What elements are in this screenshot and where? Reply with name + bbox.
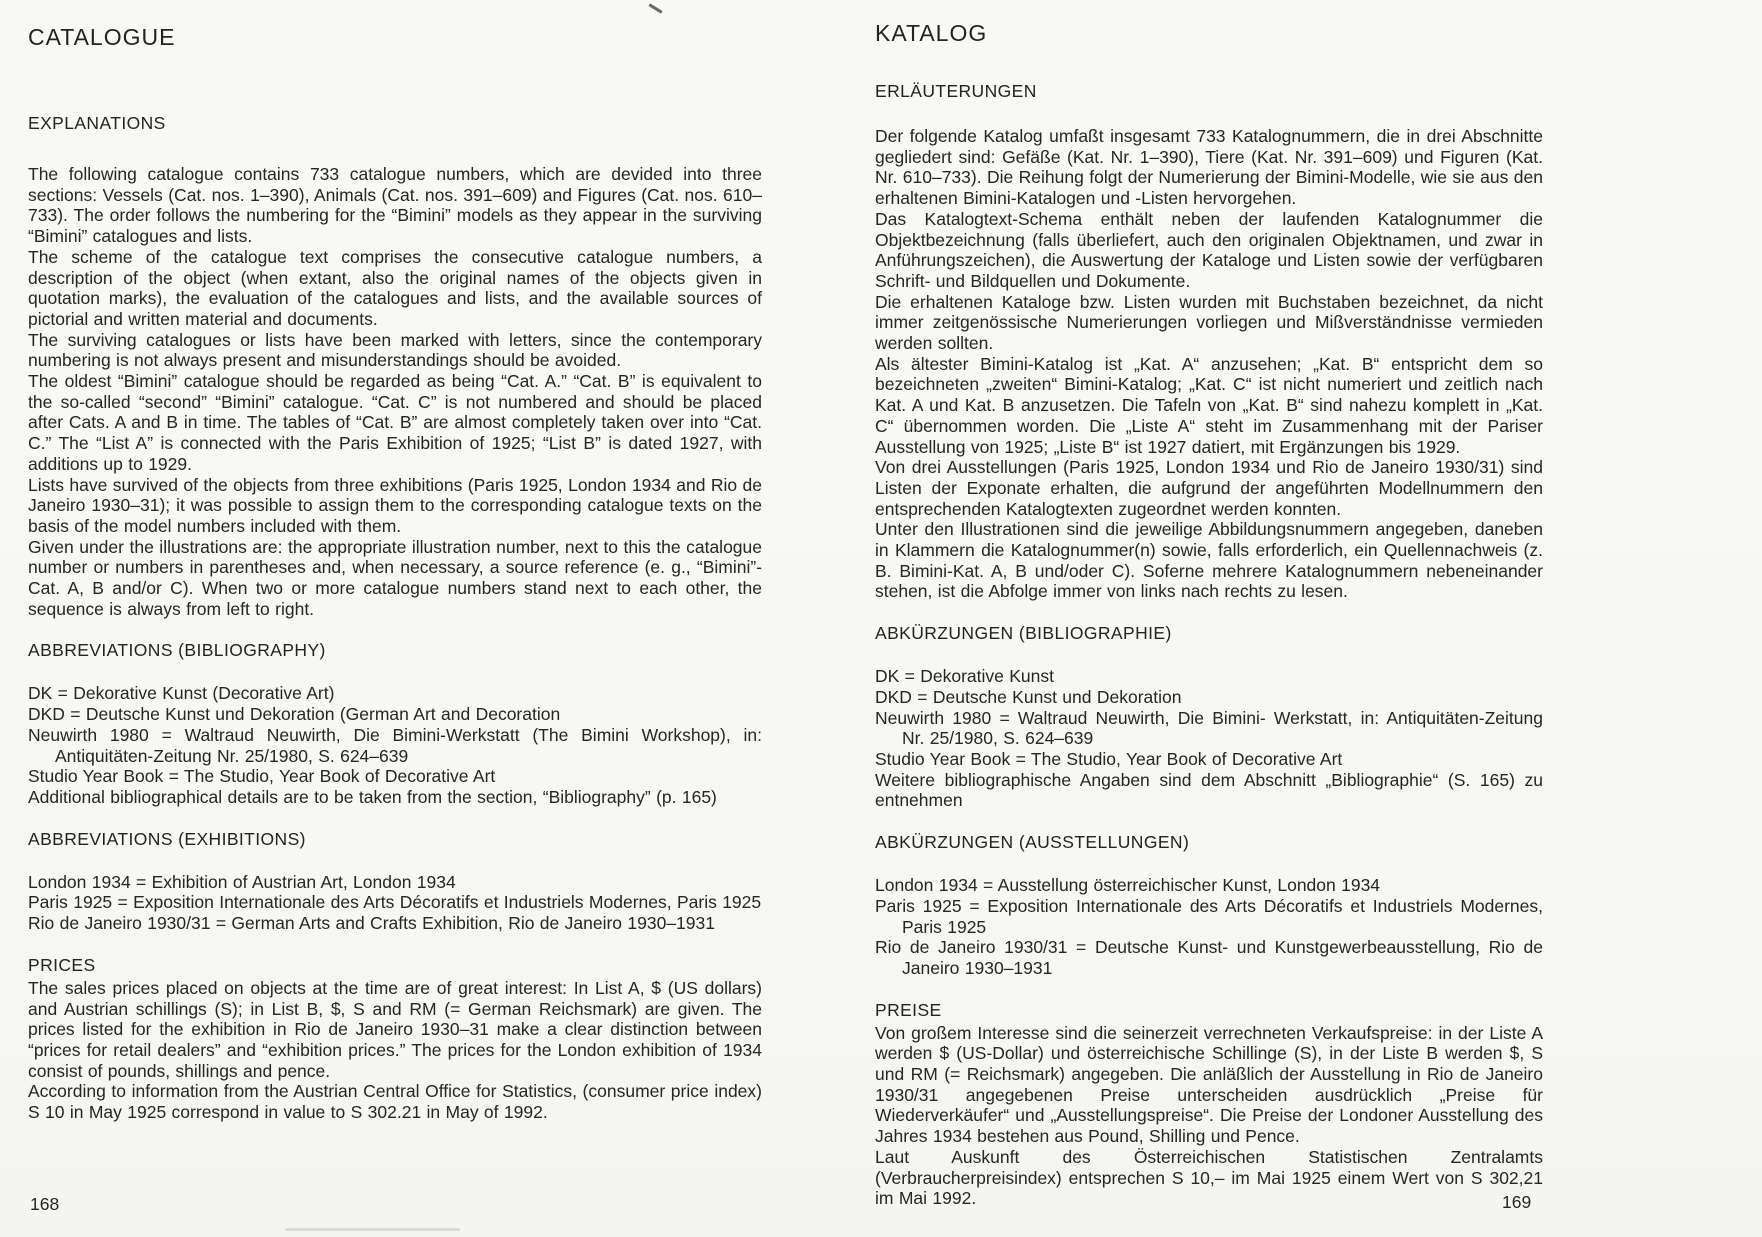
right-page-number: 169: [1502, 1192, 1532, 1212]
section-abkuerzungen-bibliographie: [875, 623, 1543, 811]
abkuerzungen-ausstellungen-heading: ABKÜRZUNGEN (AUSSTELLUNGEN): [875, 832, 1190, 853]
abbreviation-entry: DKD = Deutsche Kunst und Dekoration: [875, 686, 1182, 707]
right-page-title: KATALOG: [875, 20, 988, 46]
prices-heading: PRICES: [28, 954, 96, 975]
section-erlaeuterungen: [875, 81, 1543, 602]
explanations-paragraph: Given under the illustrations are: the appropriate illustration number, next to this the catalogue number or numbers in parentheses and, when necessary, a source reference (e. g., “Bimini”-Cat. A, B and/or C). When two or more catalogue numbers stand next to each other, the sequence is always from left to right.: [28, 536, 762, 619]
exhibition-entry: Paris 1925 = Exposition Internationale des Arts Décoratifs et Industriels Modernes, Paris 1925: [875, 895, 1543, 937]
abbreviation-entry: Neuwirth 1980 = Waltraud Neuwirth, Die Bimini- Werkstatt, in: Antiquitäten-Zeitung Nr. 25/1980, S. 624–639: [875, 707, 1543, 749]
preise-paragraph: Von großem Interesse sind die seinerzeit verrechneten Verkaufspreise: in der Liste A werden $ (US-Dollar) und österreichische Schillinge (S), in der Liste B werden $, S und RM (= Reichsmark) angegeben. Die anläßlich der Ausstellung in Rio de Janeiro 1930/31 angegebenen Preise unterscheiden ausdrücklich „Preise für Wiederverkäufer“ und „Ausstellungspreise“. Die Preise der Londoner Ausstellung des Jahres 1934 bestehen aus Pound, Shilling und Pence.: [875, 1022, 1543, 1147]
right-page: [875, 20, 1543, 1209]
abbreviation-entry: Studio Year Book = The Studio, Year Book of Decorative Art: [28, 766, 496, 787]
section-abbreviations-exhibitions: [28, 829, 762, 934]
abkuerzungen-bibliographie-heading: ABKÜRZUNGEN (BIBLIOGRAPHIE): [875, 623, 1172, 644]
section-preise: [875, 1000, 1543, 1209]
erlaeuterungen-paragraph: Die erhaltenen Kataloge bzw. Listen wurden mit Buchstaben bezeichnet, da nicht immer zeitgenössische Numerierungen vorliegen und Mißverständnisse vermieden werden sollten.: [875, 291, 1543, 354]
section-abkuerzungen-ausstellungen: [875, 832, 1543, 979]
erlaeuterungen-paragraph: Als ältester Bimini-Katalog ist „Kat. A“ anzusehen; „Kat. B“ entspricht dem so bezeichneten „zweiten“ Bimini-Katalog; „Kat. C“ ist nicht numeriert und zeitlich nach Kat. A und Kat. B anzusetzen. Die Tafeln von „Kat. B“ sind nahezu komplett in „Kat. C“ übernommen worden. Die „Liste A“ steht im Zusammenhang mit der Pariser Ausstellung von 1925; „Liste B“ ist 1927 datiert, mit Ergänzungen bis 1929.: [875, 353, 1543, 457]
left-page-number: 168: [30, 1194, 60, 1214]
abbreviation-entry: Neuwirth 1980 = Waltraud Neuwirth, Die Bimini-Werkstatt (The Bimini Workshop), in: Antiquitäten-Zeitung Nr. 25/1980, S. 624–639: [28, 724, 762, 766]
exhibition-entry: London 1934 = Ausstellung österreichischer Kunst, London 1934: [875, 875, 1381, 896]
explanations-heading: EXPLANATIONS: [28, 113, 166, 133]
exhibition-entry: Paris 1925 = Exposition Internationale des Arts Décoratifs et Industriels Modernes, Paris 1925: [28, 892, 762, 913]
left-page-title: CATALOGUE: [28, 24, 176, 50]
bibliographie-note: Weitere bibliographische Angaben sind dem Abschnitt „Bibliographie“ (S. 165) zu entnehmen: [875, 769, 1543, 811]
preise-heading: PREISE: [875, 999, 942, 1020]
abbreviation-entry: DK = Dekorative Kunst (Decorative Art): [28, 683, 335, 704]
erlaeuterungen-paragraph: Von drei Ausstellungen (Paris 1925, London 1934 und Rio de Janeiro 1930/31) sind Listen der Exponate erhalten, die aufgrund der angeführten Modellnummern den entsprechenden Katalogtexten zugeordnet werden konnten.: [875, 457, 1543, 519]
abbreviations-bibliography-heading: ABBREVIATIONS (BIBLIOGRAPHY): [28, 640, 326, 661]
explanations-paragraph: The oldest “Bimini” catalogue should be regarded as being “Cat. A.” “Cat. B” is equivalent to the so-called “second” “Bimini” catalogue. “Cat. C” is not numbered and should be placed after Cats. A and B in time. The tables of “Cat. B” are almost completely taken over into “Cat. C.” The “List A” is connected with the Paris Exhibition of 1925; “List B” is dated 1927, with additions up to 1929.: [28, 371, 762, 474]
preise-paragraph: Laut Auskunft des Österreichischen Statistischen Zentralamts (Verbraucherpreisindex) entsprechen S 10,– im Mai 1925 einem Wert von S 302,21 im Mai 1992.: [875, 1146, 1543, 1209]
section-explanations: [28, 113, 762, 619]
explanations-paragraph: The surviving catalogues or lists have been marked with letters, since the contemporary numbering is not always present and misunderstandings should be avoided.: [28, 329, 762, 371]
left-page: [28, 24, 762, 1123]
erlaeuterungen-paragraph: Das Katalogtext-Schema enthält neben der laufenden Katalognummer die Objektbezeichnung (falls überliefert, auch den originalen Objektnamen, und zwar in Anführungszeichen), die Auswertung der Kataloge und Listen sowie der verfügbaren Schrift- und Bildquellen und Dokumente.: [875, 208, 1543, 291]
abbreviation-entry: DK = Dekorative Kunst: [875, 666, 1055, 687]
section-abbreviations-bibliography: [28, 640, 762, 807]
erlaeuterungen-paragraph: Der folgende Katalog umfaßt insgesamt 733 Katalognummern, die in drei Abschnitte gegliedert sind: Gefäße (Kat. Nr. 1–390), Tiere (Kat. Nr. 391–609) und Figuren (Kat. Nr. 610–733). Die Reihung folgt der Numerierung der Bimini-Modelle, wie sie aus den erhaltenen Bimini-Katalogen und -Listen hervorgehen.: [875, 126, 1543, 209]
abbreviation-entry: Studio Year Book = The Studio, Year Book of Decorative Art: [875, 748, 1343, 769]
exhibition-entry: London 1934 = Exhibition of Austrian Art, London 1934: [28, 871, 456, 892]
prices-paragraph: According to information from the Austrian Central Office for Statistics, (consumer price index) S 10 in May 1925 correspond in value to S 302.21 in May of 1992.: [28, 1081, 762, 1123]
abbreviations-exhibitions-heading: ABBREVIATIONS (EXHIBITIONS): [28, 828, 306, 849]
prices-paragraph: The sales prices placed on objects at the time are of great interest: In List A, $ (US dollars) and Austrian schillings (S); in List B, $, S and RM (= German Reichsmark) are given. The prices listed for the exhibition in Rio de Janeiro 1930–31 make a clear distinction between “prices for retail dealers” and “exhibition prices.” The prices for the London exhibition of 1934 consist of pounds, shillings and pence.: [28, 977, 762, 1081]
exhibition-entry: Rio de Janeiro 1930/31 = German Arts and Crafts Exhibition, Rio de Janeiro 1930–1931: [28, 913, 715, 934]
scan-speck: [648, 3, 662, 13]
erlaeuterungen-paragraph: Unter den Illustrationen sind die jeweilige Abbildungsnummern angegeben, daneben in Klammern die Katalognummer(n) sowie, falls erforderlich, ein Quellennachweis (z. B. Bimini-Kat. A, B und/oder C). Soferne mehrere Katalognummern nebeneinander stehen, ist die Abfolge immer von links nach rechts zu lesen.: [875, 519, 1543, 602]
explanations-paragraph: Lists have survived of the objects from three exhibitions (Paris 1925, London 1934 and Rio de Janeiro 1930–31); it was possible to assign them to the corresponding catalogue texts on the basis of the model numbers included with them.: [28, 474, 762, 536]
section-prices: [28, 955, 762, 1123]
scan-smudge: [285, 1228, 460, 1231]
erlaeuterungen-heading: ERLÄUTERUNGEN: [875, 81, 1037, 101]
explanations-paragraph: The scheme of the catalogue text comprises the consecutive catalogue numbers, a description of the object (when extant, also the original names of the objects given in quotation marks), the evaluation of the catalogues and lists, and the available sources of pictorial and written material and documents.: [28, 246, 762, 329]
bibliography-note: Additional bibliographical details are to be taken from the section, “Bibliography” (p. 165): [28, 786, 717, 807]
explanations-paragraph: The following catalogue contains 733 catalogue numbers, which are devided into three sections: Vessels (Cat. nos. 1–390), Animals (Cat. nos. 391–609) and Figures (Cat. nos. 610–733). The order follows the numbering for the “Bimini” models as they appear in the surviving “Bimini” catalogues and lists.: [28, 164, 762, 247]
abbreviation-entry: DKD = Deutsche Kunst und Dekoration (German Art and Decoration: [28, 704, 561, 725]
exhibition-entry: Rio de Janeiro 1930/31 = Deutsche Kunst- und Kunstgewerbeausstellung, Rio de Janeiro 1930–1931: [875, 937, 1543, 978]
